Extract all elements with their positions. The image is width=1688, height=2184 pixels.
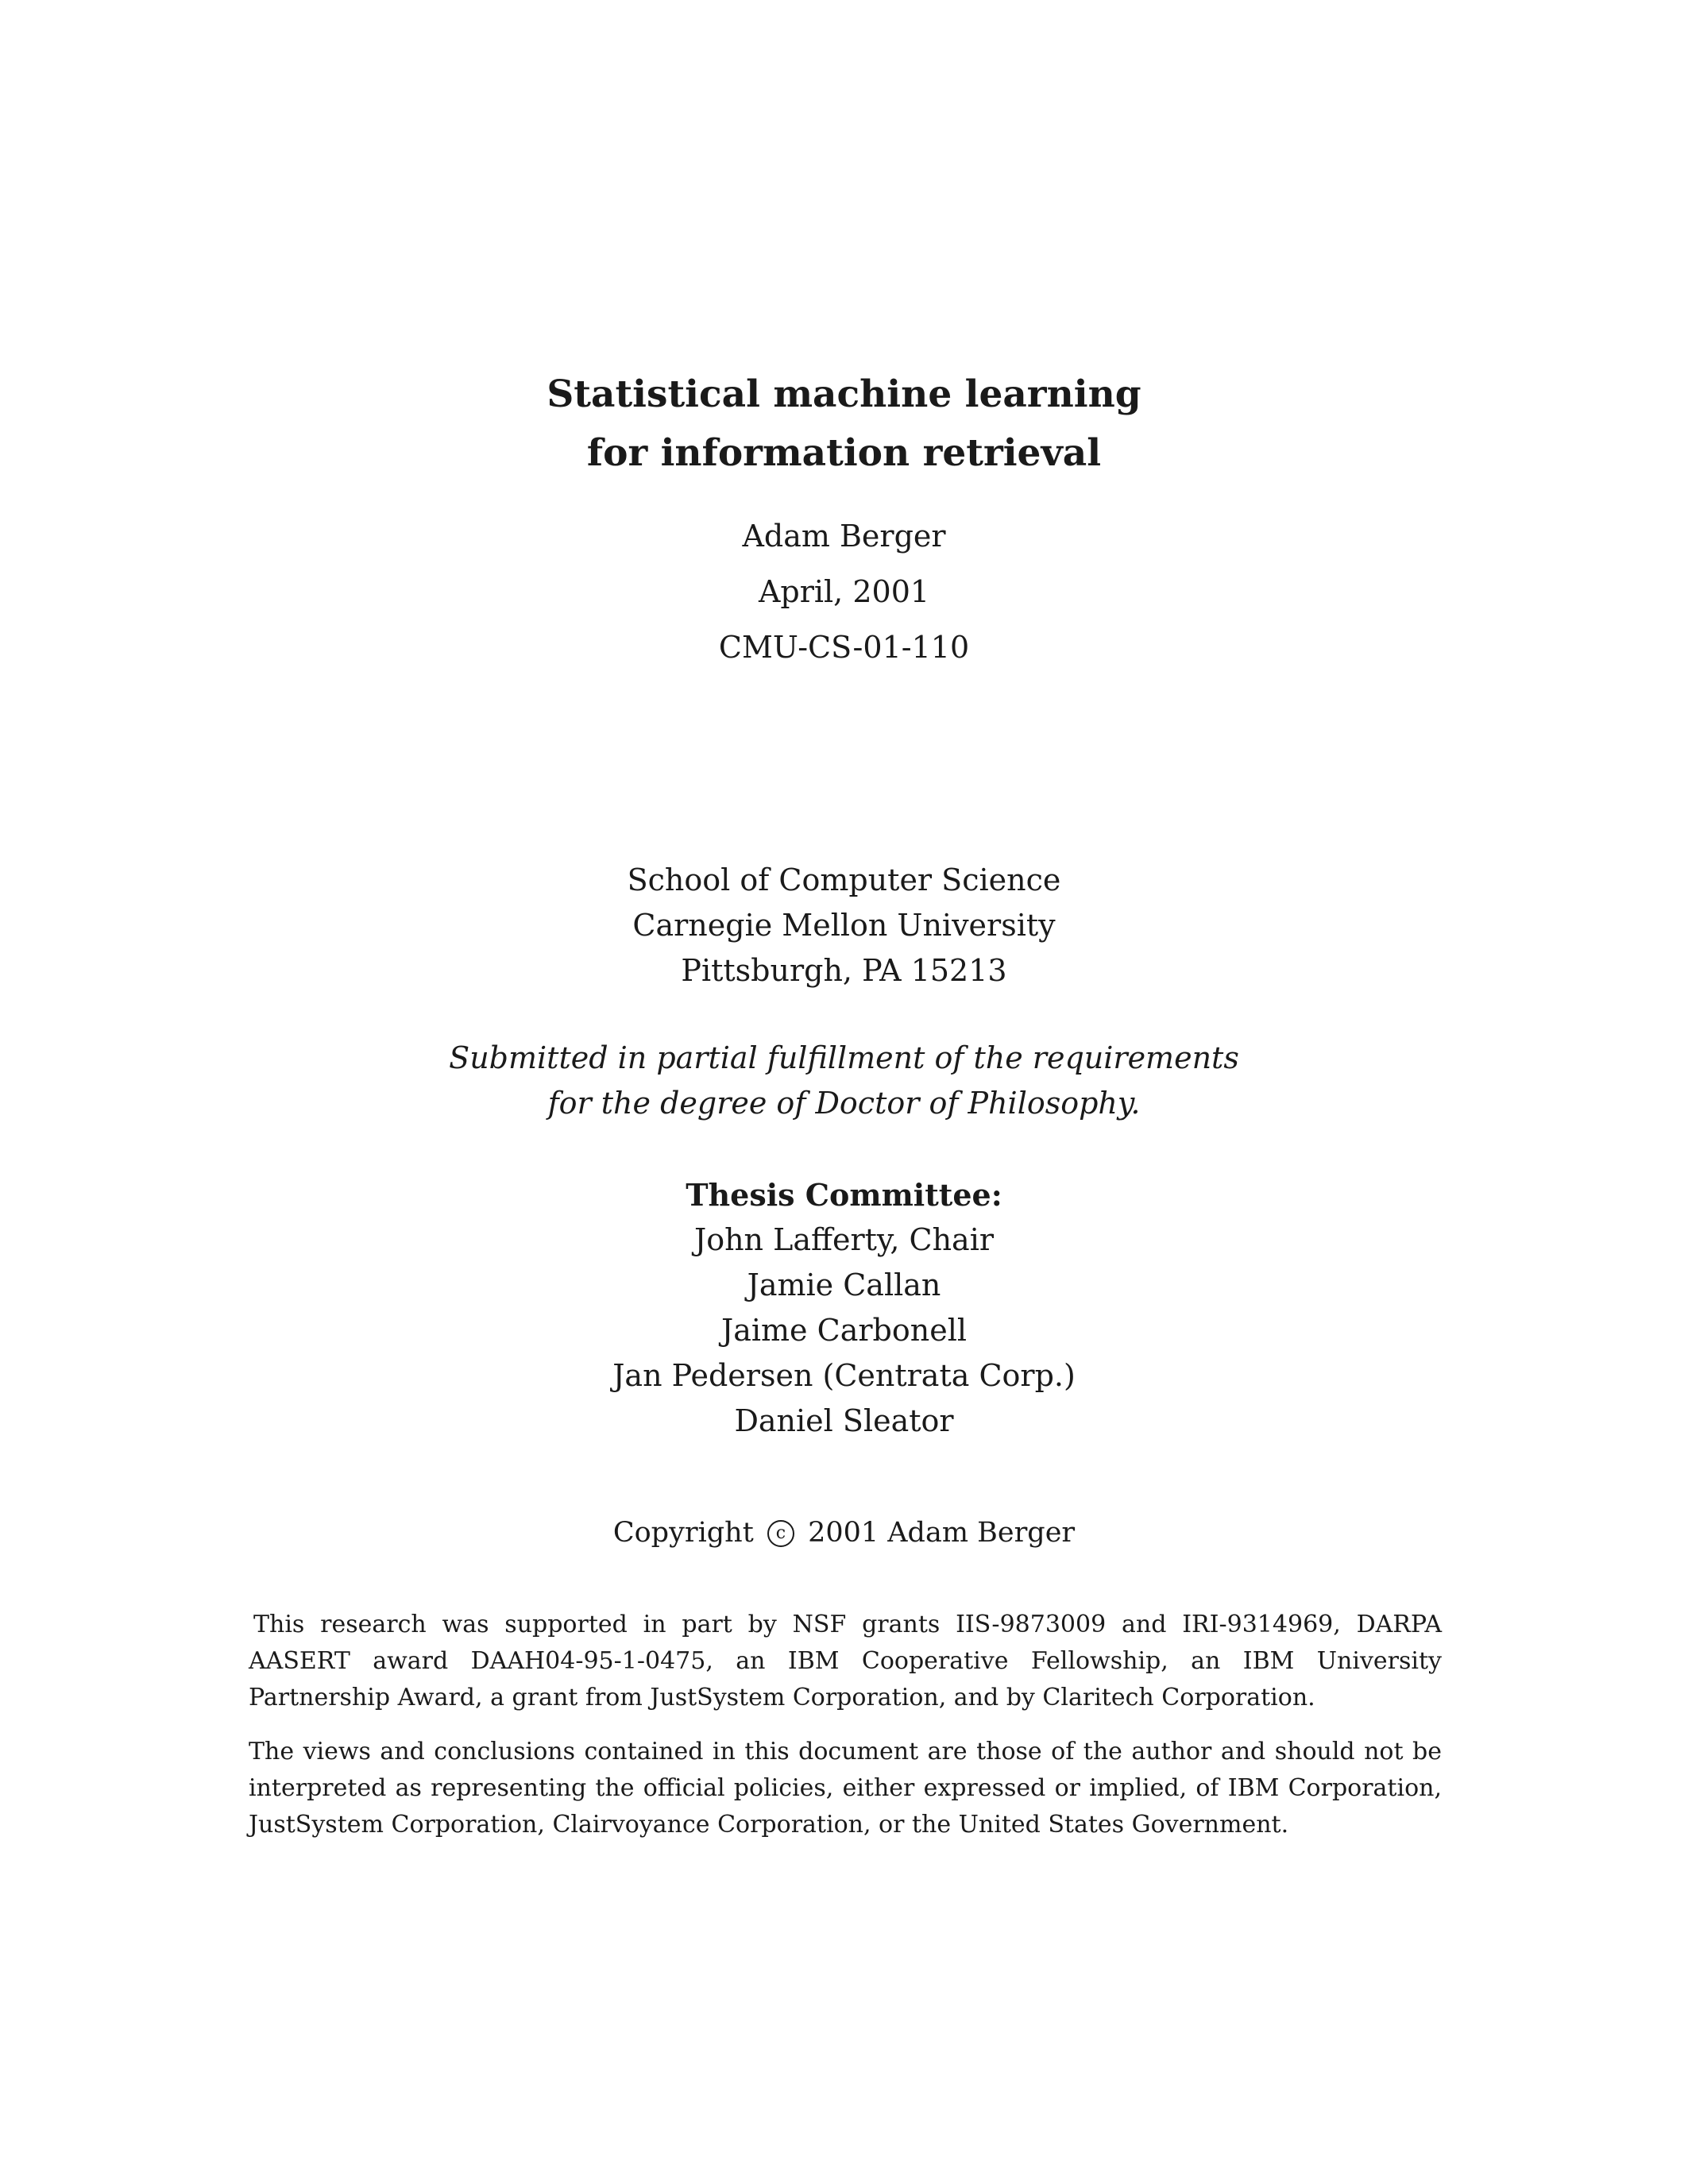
committee-member: Daniel Sleator (734, 1403, 954, 1438)
copyright-icon: c (767, 1520, 794, 1547)
address-line-2: Carnegie Mellon University (632, 908, 1056, 943)
institution-address (0, 858, 1688, 994)
submission-line-1: Submitted in partial fulfillment of the requirements (449, 1040, 1239, 1075)
copyright-notice (0, 1512, 1688, 1553)
address-line-3: Pittsburgh, PA 15213 (681, 953, 1007, 988)
copyright-prefix: Copyright (612, 1517, 754, 1549)
disclaimer-paragraph: The views and conclusions contained in this document are those of the author and should not be interpreted as representing the official policies, either expressed or implied, of IBM Corporation, JustSystem Corporation, Clairvoyance Corporation, or the United States Government. (249, 1738, 1442, 1839)
thesis-title (0, 365, 1688, 483)
committee-member: Jamie Callan (747, 1268, 941, 1302)
committee-member: Jaime Carbonell (720, 1313, 967, 1348)
committee-member: Jan Pedersen (Centrata Corp.) (612, 1358, 1076, 1393)
submission-line-2: for the degree of Doctor of Philosophy. (547, 1086, 1141, 1121)
copyright-text: 2001 Adam Berger (808, 1517, 1076, 1549)
author-name: Adam Berger (742, 519, 946, 554)
committee-heading: Thesis Committee: (686, 1177, 1002, 1213)
title-line-2: for information retrieval (586, 431, 1102, 475)
publication-date: April, 2001 (758, 574, 930, 609)
title-meta (0, 508, 1688, 675)
submission-statement (0, 1036, 1688, 1126)
address-line-1: School of Computer Science (627, 862, 1061, 897)
report-number: CMU-CS-01-110 (718, 630, 970, 665)
thesis-committee (0, 1172, 1688, 1444)
committee-member: John Lafferty, Chair (693, 1222, 995, 1257)
title-line-1: Statistical machine learning (547, 372, 1141, 416)
support-paragraph: This research was supported in part by NSF grants IIS-9873009 and IRI-9314969, DARPA AASERT award DAAH04-95-1-0475, an IBM Cooperative Fellowship, an IBM University Partnership Award, a grant from JustSystem Corporation, and by Claritech Corporation. (249, 1611, 1442, 1711)
